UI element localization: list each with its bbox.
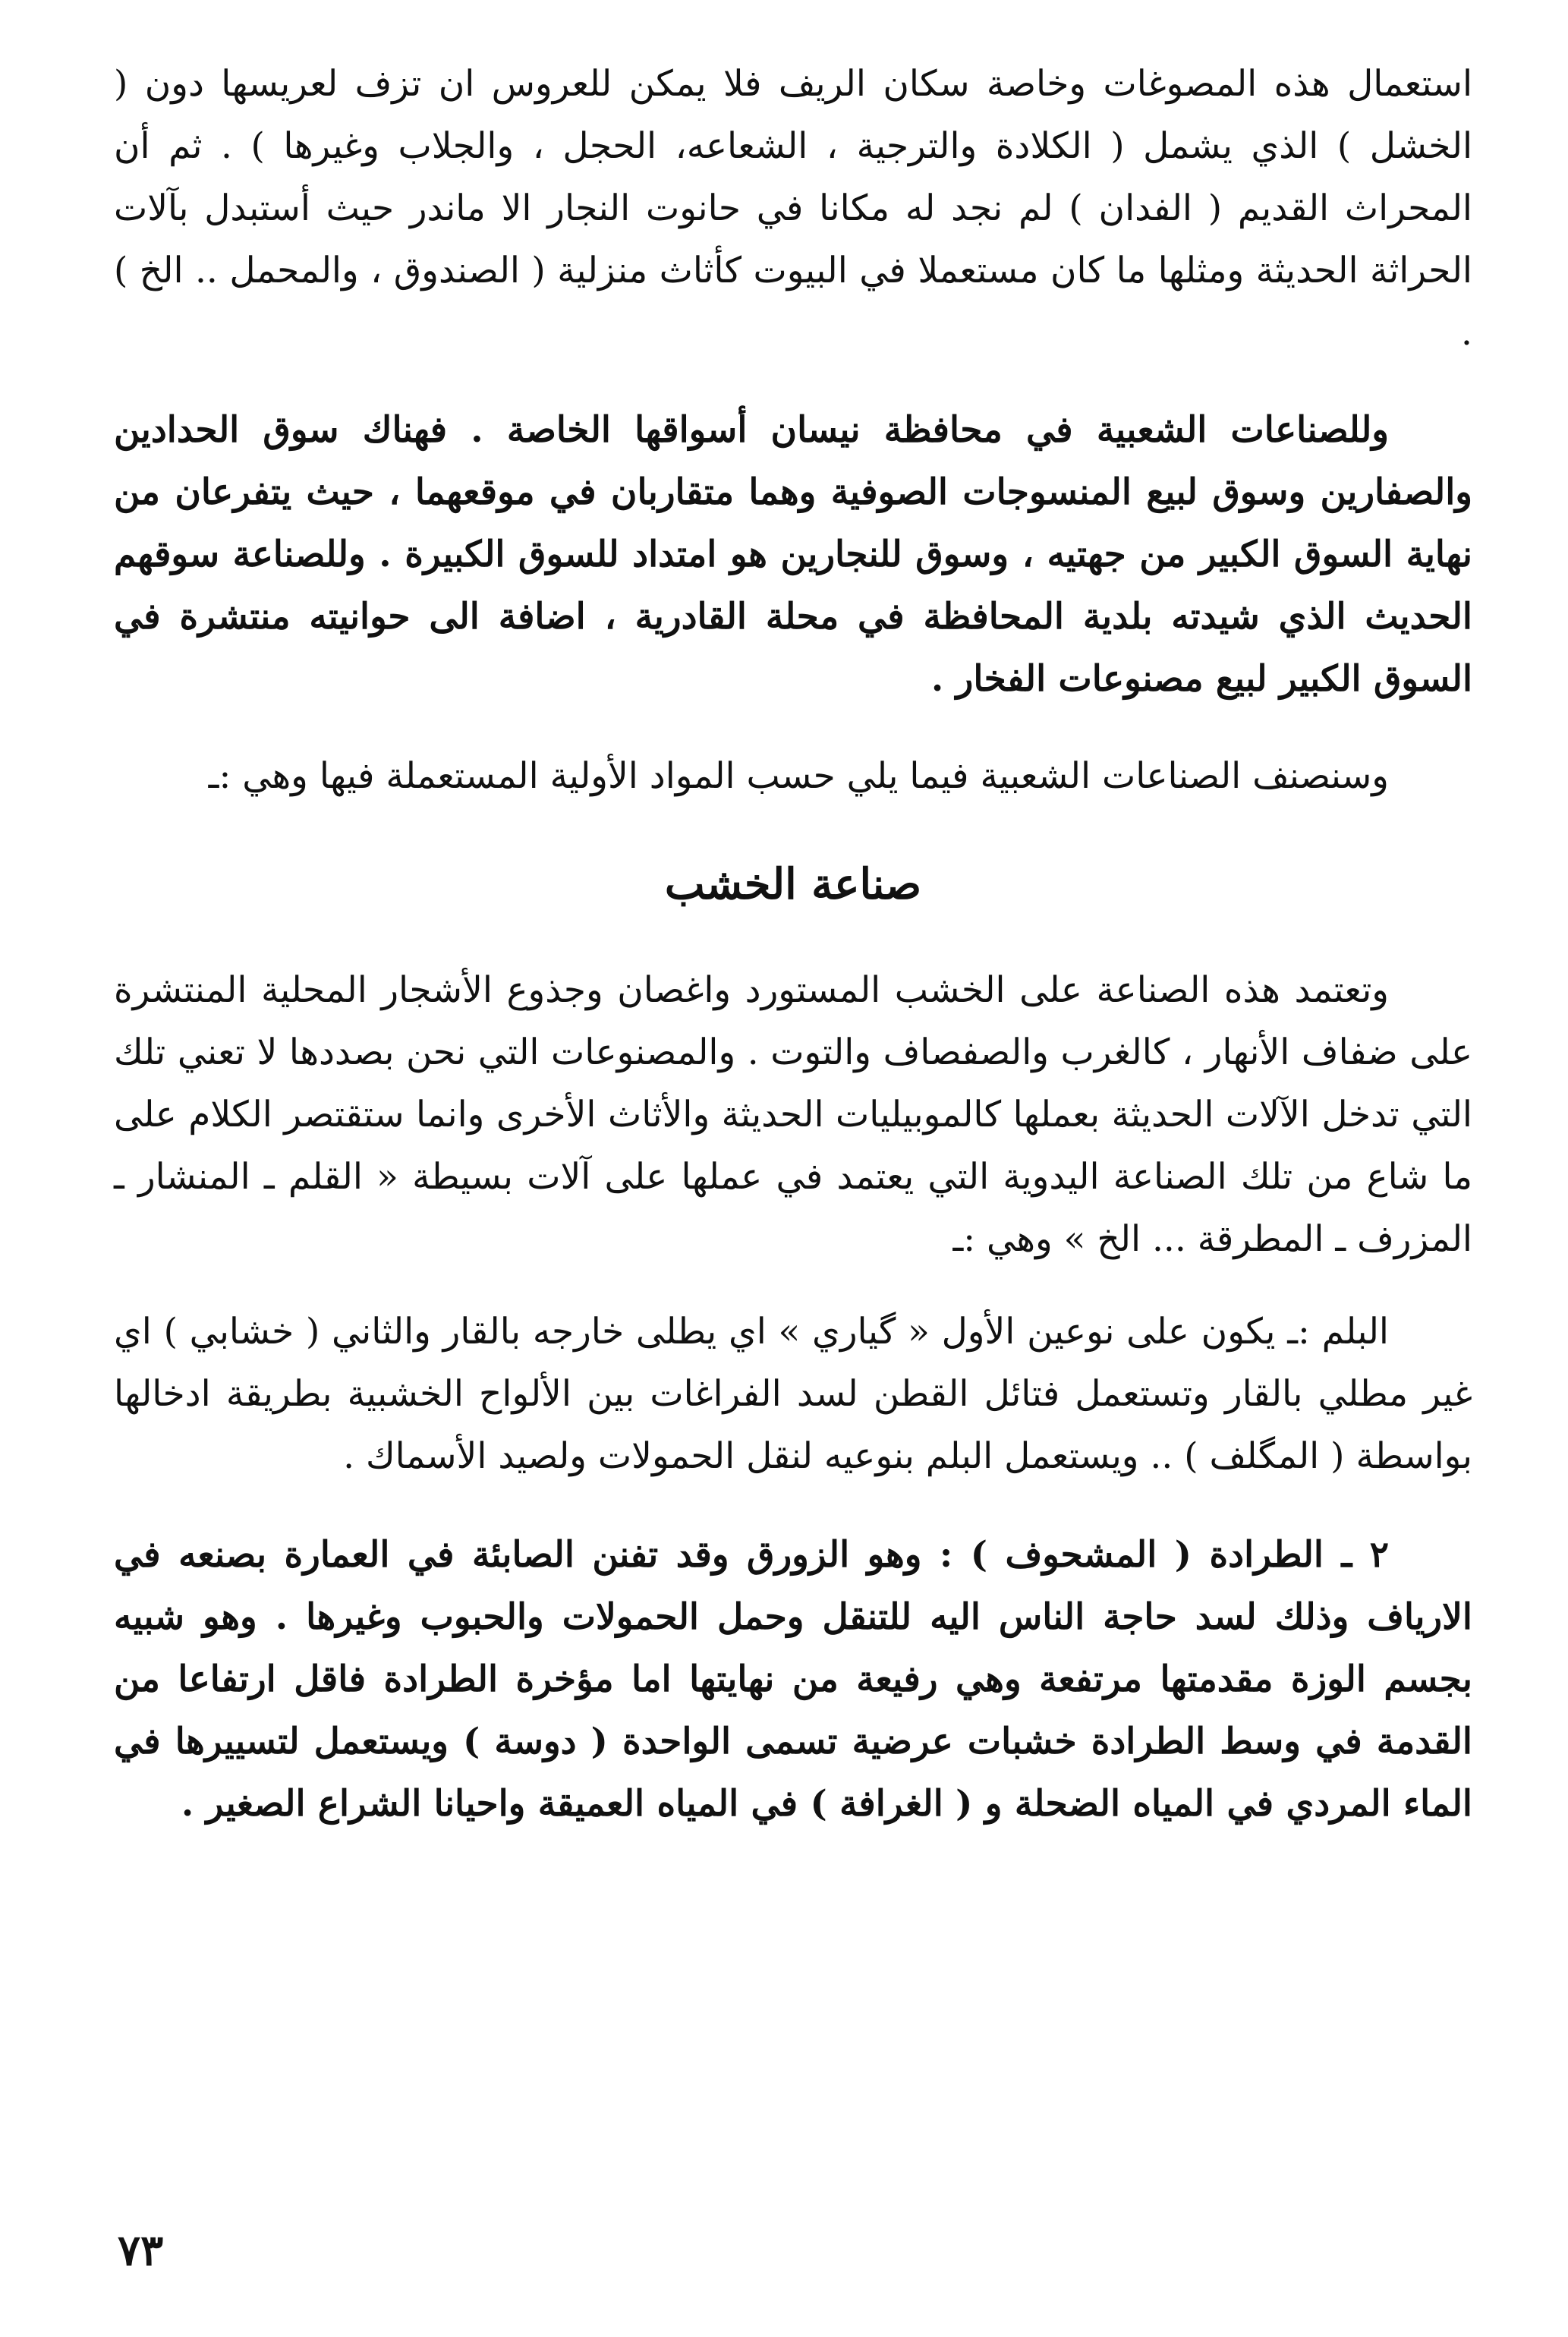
paragraph-tarrada-boat: ٢ ـ الطرادة ( المشحوف ) : وهو الزورق وقد تفنن الصابئة في العمارة بصنعه في الارياف وذلك لسد حاجة الناس اليه للتنقل وحمل الحمولات والحبوب وغيرها . وهو شبيه بجسم الوزة مقدمتها مرتفعة وهي رفيعة من نهايتها اما مؤخرة الطرادة فاقل ارتفاعا من القدمة في وسط الطرادة خشبات عرضية تسمى الواحدة ( دوسة ) ويستعمل لتسييرها في الماء المردي في المياه الضحلة و ( الغرافة ) في المياه العميقة واحيانا الشراع الصغير . — [114, 1534, 1472, 1825]
paragraph-wood-materials: وتعتمد هذه الصناعة على الخشب المستورد واغصان وجذوع الأشجار المحلية المنتشرة على ضفاف الأنهار ، كالغرب والصفصاف والتوت . والمصنوعات التي نحن بصددها لا تعني تلك التي تدخل الآلات الحديثة بعملها كالموبيليات الحديثة والأثاث الأخرى وانما ستقتصر الكلام على ما شاع من تلك الصناعة اليدوية التي يعتمد في عملها على آلات بسيطة « القلم ـ المنشار ـ المزرف ـ المطرقة ... الخ » وهي :ـ — [114, 969, 1472, 1260]
paragraph-balam-boat: البلم :ـ يكون على نوعين الأول « گياري » اي يطلى خارجه بالقار والثاني ( خشابي ) اي غير مطلي بالقار وتستعمل فتائل القطن لسد الفراغات بين الألواح الخشبية بطريقة ادخالها بواسطة ( المگلف ) .. ويستعمل البلم بنوعيه لنقل الحمولات ولصيد الأسماك . — [114, 1311, 1472, 1477]
section-heading-wood-industry: صناعة الخشب — [664, 859, 922, 909]
page-number: ٧٣ — [118, 2225, 164, 2276]
paragraph-markets: وللصناعات الشعبية في محافظة نيسان أسواقها الخاصة . فهناك سوق الحدادين والصفارين وسوق لبيع المنسوجات الصوفية وهما متقاربان في موقعهما ، حيث يتفرعان من نهاية السوق الكبير من جهتيه ، وسوق للنجارين هو امتداد للسوق الكبيرة . وللصناعة سوقهم الحديث الذي شيدته بلدية المحافظة في محلة القادرية ، اضافة الى حوانيته منتشرة في السوق الكبير لبيع مصنوعات الفخار . — [114, 409, 1472, 700]
paragraph-jewelry-and-plough: استعمال هذه المصوغات وخاصة سكان الريف فلا يمكن للعروس ان تزف لعريسها دون ( الخشل ) الذي يشمل ( الكلادة والترجية ، الشعاعه، الحجل ، والجلاب وغيرها ) . ثم أن المحراث القديم ( الفدان ) لم نجد له مكانا في حانوت النجار الا ماندر حيث أستبدل بآلات الحراثة الحديثة ومثلها ما كان مستعملا في البيوت كأثاث منزلية ( الصندوق ، والمحمل .. الخ ) . — [114, 63, 1472, 354]
paragraph-classification: وسنصنف الصناعات الشعبية فيما يلي حسب المواد الأولية المستعملة فيها وهي :ـ — [208, 755, 1389, 797]
book-page — [114, 53, 1472, 2300]
